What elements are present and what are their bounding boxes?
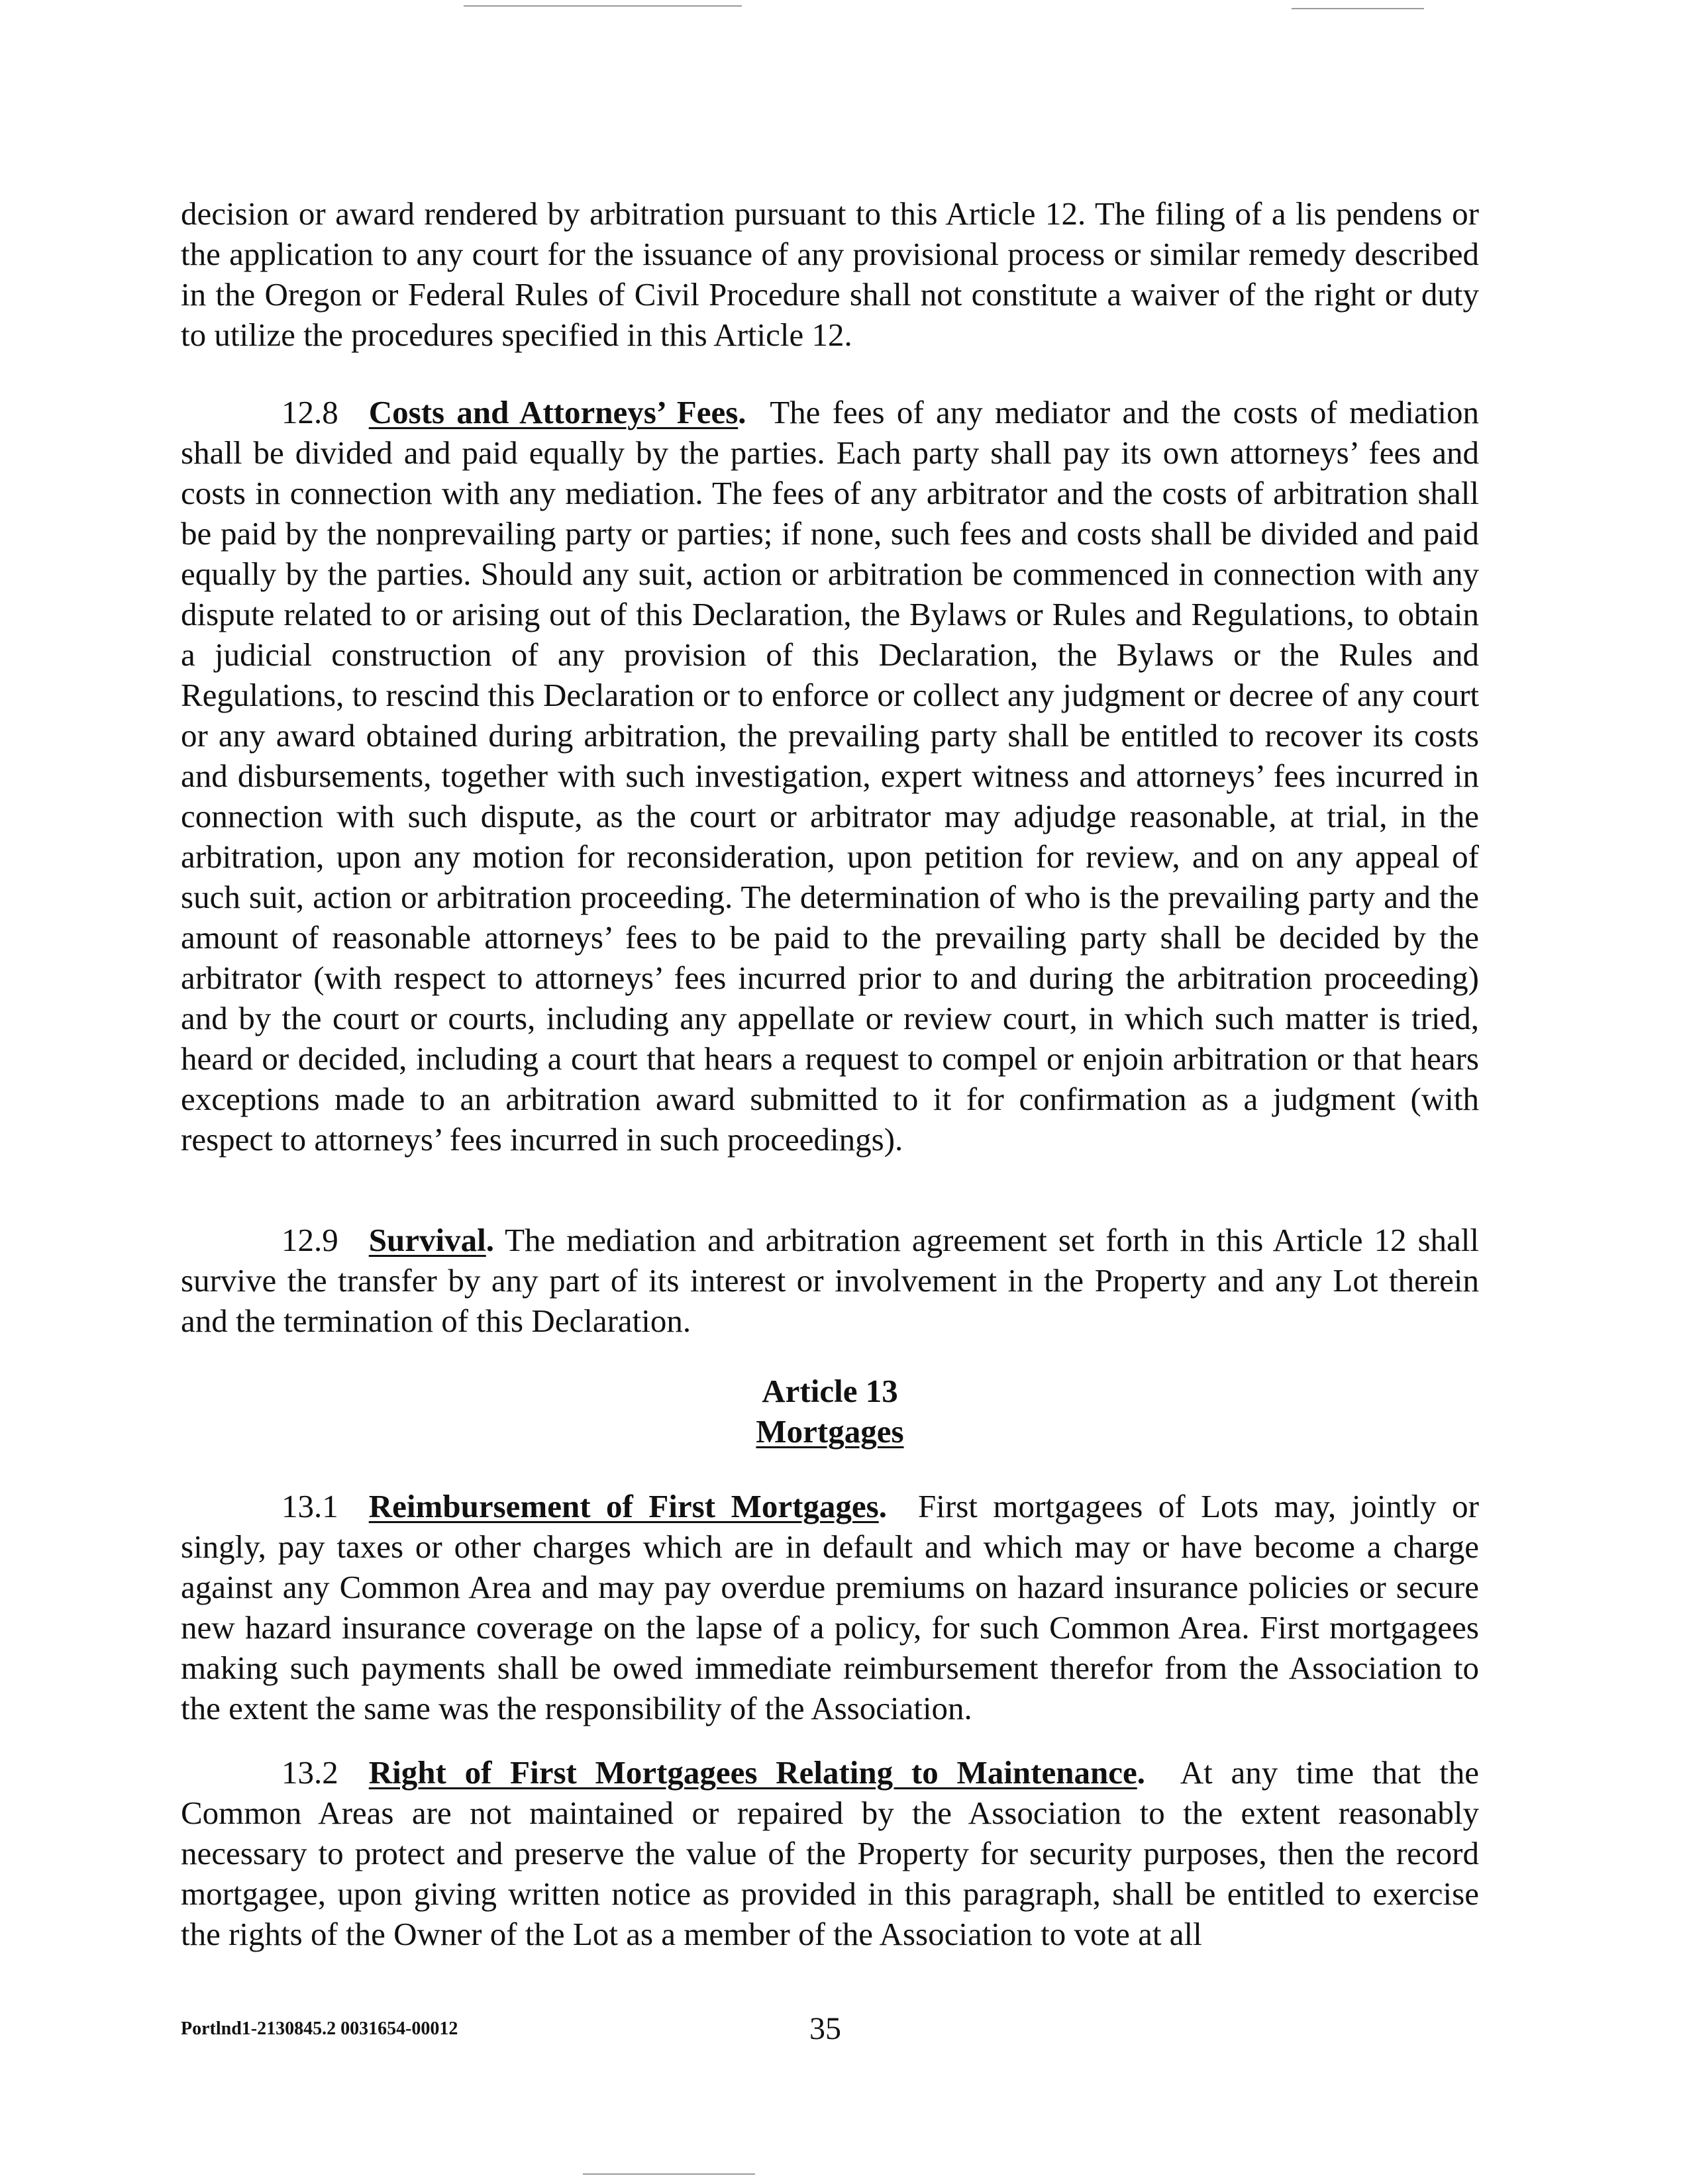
section-heading: Costs and Attorneys’ Fees — [368, 394, 739, 430]
section-heading-punct: . — [485, 1222, 494, 1258]
footer-document-id: Portlnd1-2130845.2 0031654-00012 — [181, 2018, 458, 2039]
section-heading: Reimbursement of First Mortgages — [368, 1488, 879, 1524]
section-number: 12.9 — [281, 1222, 338, 1258]
article-13-heading — [181, 1371, 1479, 1452]
section-heading: Right of First Mortgagees Relating to Maintenance — [368, 1754, 1137, 1791]
section-number: 13.1 — [281, 1488, 338, 1524]
scan-artifact-top-left — [464, 5, 742, 7]
section-body: At any time that the Common Areas are not maintained or repaired by the Association to the extent reasonably necessary to protect and preserve the value of the Property for security purposes, then the record mortgagee, upon giving written notice as provided in this paragraph, shall be entitled to exercise the rights of the Owner of the Lot as a member of the Association to vote at all — [181, 1754, 1480, 1952]
section-heading: Survival — [368, 1222, 486, 1258]
article-label: Article 13 — [762, 1373, 898, 1409]
section-body: The fees of any mediator and the costs of mediation shall be divided and paid equally by the parties. Each party shall pay its own attorneys’ fees and costs in connection with any mediation. The fees of any arbitrator and the costs of arbitration shall be paid by the nonprevailing party or parties; if none, such fees and costs shall be divided and paid equally by the parties. Should any suit, action or arbitration be commenced in connection with any dispute related to or arising out of this Declaration, the Bylaws or Rules and Regulations, to obtain a judicial construction of any provision of this Declaration, the Bylaws or the Rules and Regulations, to rescind this Declaration or to enforce or collect any judgment or decree of any court or any award obtained during arbitration, the prevailing party shall be entitled to recover its costs and disbursements, together with such investigation, expert witness and attorneys’ fees incurred in connection with such dispute, as the court or arbitrator may adjudge reasonable, at trial, in the arbitration, upon any motion for reconsideration, upon petition for review, and on any appeal of such suit, action or arbitration proceeding. The determination of who is the prevailing party and the amount of reasonable attorneys’ fees to be paid to the prevailing party shall be decided by the arbitrator (with respect to attorneys’ fees incurred prior to and during the arbitration proceeding) and by the court or courts, including any appellate or review court, in which such matter is tried, heard or decided, including a court that hears a request to compel or enjoin arbitration or that hears exceptions made to an arbitration award submitted to it for confirmation as a judgment (with respect to attorneys’ fees incurred in such proceedings). — [181, 394, 1479, 1158]
section-heading-punct: . — [738, 394, 746, 430]
section-13-1 — [181, 1486, 1479, 1728]
article-title: Mortgages — [756, 1413, 904, 1450]
section-12-8 — [181, 392, 1479, 1160]
section-heading-punct: . — [1137, 1754, 1145, 1791]
scan-artifact-bottom — [583, 2173, 755, 2175]
section-number: 13.2 — [281, 1754, 338, 1791]
scan-artifact-top-right — [1292, 8, 1424, 9]
section-12-9 — [181, 1220, 1479, 1341]
page-number: 35 — [809, 2011, 841, 2046]
section-body: First mortgagees of Lots may, jointly or singly, pay taxes or other charges which are in default and which may or have become a charge against any Common Area and may pay overdue premiums on hazard insurance policies or secure new hazard insurance coverage on the lapse of a policy, for such Common Area. First mortgagees making such payments shall be owed immediate reimbursement therefor from the Association to the extent the same was the responsibility of the Association. — [181, 1488, 1480, 1726]
section-13-2 — [181, 1752, 1479, 1954]
section-body: The mediation and arbitration agreement set forth in this Article 12 shall survive the transfer by any part of its interest or involvement in the Property and any Lot therein and the termination of this Declaration. — [181, 1222, 1479, 1339]
section-number: 12.8 — [281, 394, 338, 430]
paragraph-continuation — [181, 193, 1479, 355]
section-heading-punct: . — [878, 1488, 887, 1524]
paragraph-text: decision or award rendered by arbitration pursuant to this Article 12. The filing of a lis pendens or the application to any court for the issuance of any provisional process or similar remedy described in the Oregon or Federal Rules of Civil Procedure shall not constitute a waiver of the right or duty to utilize the procedures specified in this Article 12. — [181, 195, 1479, 353]
